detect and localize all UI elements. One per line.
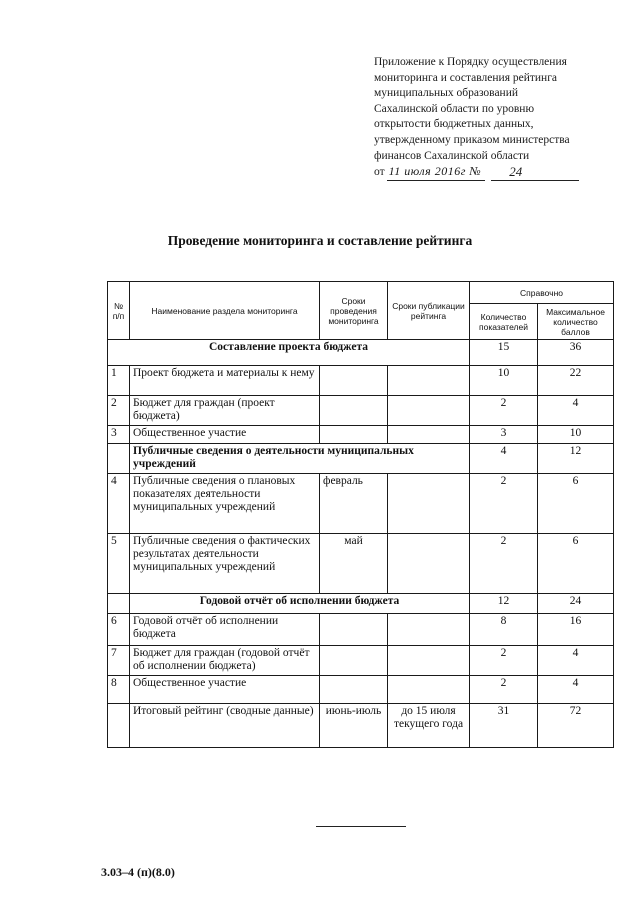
total-num-empty xyxy=(108,704,130,748)
row-points: 6 xyxy=(538,474,614,534)
table-row xyxy=(108,426,614,444)
row-monitoring xyxy=(320,646,388,676)
section-row xyxy=(108,444,614,474)
row-points: 4 xyxy=(538,646,614,676)
table-row xyxy=(108,474,614,534)
section-num-empty xyxy=(108,594,130,614)
approval-stamp xyxy=(374,55,624,181)
row-num: 4 xyxy=(108,474,130,534)
section-indicators: 4 xyxy=(470,444,538,474)
approval-line: финансов Сахалинской области xyxy=(374,149,530,162)
row-publication xyxy=(388,614,470,646)
row-name: Бюджет для граждан (годовой отчёт об исполнении бюджета) xyxy=(130,646,320,676)
section-row xyxy=(108,340,614,366)
row-points: 4 xyxy=(538,676,614,704)
row-monitoring xyxy=(320,426,388,444)
section-title: Публичные сведения о деятельности муниципальных учреждений xyxy=(130,444,470,474)
approval-line: муниципальных образований xyxy=(374,87,519,100)
row-monitoring: февраль xyxy=(320,474,388,534)
row-indicators: 8 xyxy=(470,614,538,646)
header-row xyxy=(108,282,614,304)
total-publication: до 15 июля текущего года xyxy=(388,704,470,748)
section-indicators: 12 xyxy=(470,594,538,614)
row-points: 6 xyxy=(538,534,614,594)
row-publication xyxy=(388,426,470,444)
row-points: 22 xyxy=(538,366,614,396)
section-title: Составление проекта бюджета xyxy=(108,340,470,366)
row-points: 4 xyxy=(538,396,614,426)
row-indicators: 3 xyxy=(470,426,538,444)
header-publication-terms: Сроки публикации рейтинга xyxy=(388,282,470,340)
row-num: 7 xyxy=(108,646,130,676)
row-indicators: 2 xyxy=(470,646,538,676)
section-points: 36 xyxy=(538,340,614,366)
row-name: Общественное участие xyxy=(130,426,320,444)
section-indicators: 15 xyxy=(470,340,538,366)
total-indicators: 31 xyxy=(470,704,538,748)
row-indicators: 2 xyxy=(470,534,538,594)
row-name: Бюджет для граждан (проект бюджета) xyxy=(130,396,320,426)
header-num: № п/п xyxy=(108,282,130,340)
table-row xyxy=(108,676,614,704)
approval-date-line xyxy=(374,164,624,181)
row-publication xyxy=(388,366,470,396)
monitoring-table xyxy=(107,281,614,748)
section-title: Годовой отчёт об исполнении бюджета xyxy=(130,594,470,614)
row-name: Публичные сведения о фактических результатах деятельности муниципальных учреждений xyxy=(130,534,320,594)
approval-line: Приложение к Порядку осуществления xyxy=(374,56,567,68)
form-code: 3.03–4 (п)(8.0) xyxy=(101,865,175,879)
header-reference: Справочно xyxy=(470,282,614,304)
table-row xyxy=(108,534,614,594)
row-indicators: 10 xyxy=(470,366,538,396)
total-points: 72 xyxy=(538,704,614,748)
approval-line: открытости бюджетных данных, xyxy=(374,118,534,131)
row-points: 16 xyxy=(538,614,614,646)
section-row xyxy=(108,594,614,614)
row-name: Публичные сведения о плановых показателях деятельности муниципальных учреждений xyxy=(130,474,320,534)
header-monitoring-terms: Сроки проведения мониторинга xyxy=(320,282,388,340)
row-num: 3 xyxy=(108,426,130,444)
section-points: 24 xyxy=(538,594,614,614)
table-row xyxy=(108,396,614,426)
row-num: 6 xyxy=(108,614,130,646)
row-name: Годовой отчёт об исполнении бюджета xyxy=(130,614,320,646)
row-num: 2 xyxy=(108,396,130,426)
table-row xyxy=(108,614,614,646)
table-row xyxy=(108,366,614,396)
row-publication xyxy=(388,534,470,594)
row-publication xyxy=(388,646,470,676)
header-indicators: Количество показателей xyxy=(470,304,538,340)
document-title: Проведение мониторинга и составление рейтинга xyxy=(167,233,473,248)
row-name: Проект бюджета и материалы к нему xyxy=(130,366,320,396)
section-num-empty xyxy=(108,444,130,474)
handwritten-date: 11 июля 2016г № xyxy=(387,164,486,181)
approval-line: мониторинга и составления рейтинга xyxy=(374,71,558,84)
approval-line: утвержденному приказом министерства xyxy=(374,133,570,146)
section-points: 12 xyxy=(538,444,614,474)
row-num: 8 xyxy=(108,676,130,704)
total-name: Итоговый рейтинг (сводные данные) xyxy=(130,704,320,748)
total-row xyxy=(108,704,614,748)
row-monitoring xyxy=(320,614,388,646)
row-num: 5 xyxy=(108,534,130,594)
row-publication xyxy=(388,474,470,534)
row-monitoring xyxy=(320,396,388,426)
row-num: 1 xyxy=(108,366,130,396)
row-monitoring xyxy=(320,366,388,396)
approval-line: Сахалинской области по уровню xyxy=(374,102,535,115)
total-monitoring: июнь-июль xyxy=(320,704,388,748)
row-monitoring: май xyxy=(320,534,388,594)
row-indicators: 2 xyxy=(470,396,538,426)
header-name: Наименование раздела мониторинга xyxy=(130,282,320,340)
header-max-points: Максимальное количество баллов xyxy=(538,304,614,340)
row-points: 10 xyxy=(538,426,614,444)
row-indicators: 2 xyxy=(470,676,538,704)
row-publication xyxy=(388,396,470,426)
handwritten-number: 24 xyxy=(491,164,579,181)
footer-divider xyxy=(316,826,406,827)
date-prefix: от xyxy=(374,166,385,179)
row-monitoring xyxy=(320,676,388,704)
row-indicators: 2 xyxy=(470,474,538,534)
table-row xyxy=(108,646,614,676)
row-publication xyxy=(388,676,470,704)
row-name: Общественное участие xyxy=(130,676,320,704)
